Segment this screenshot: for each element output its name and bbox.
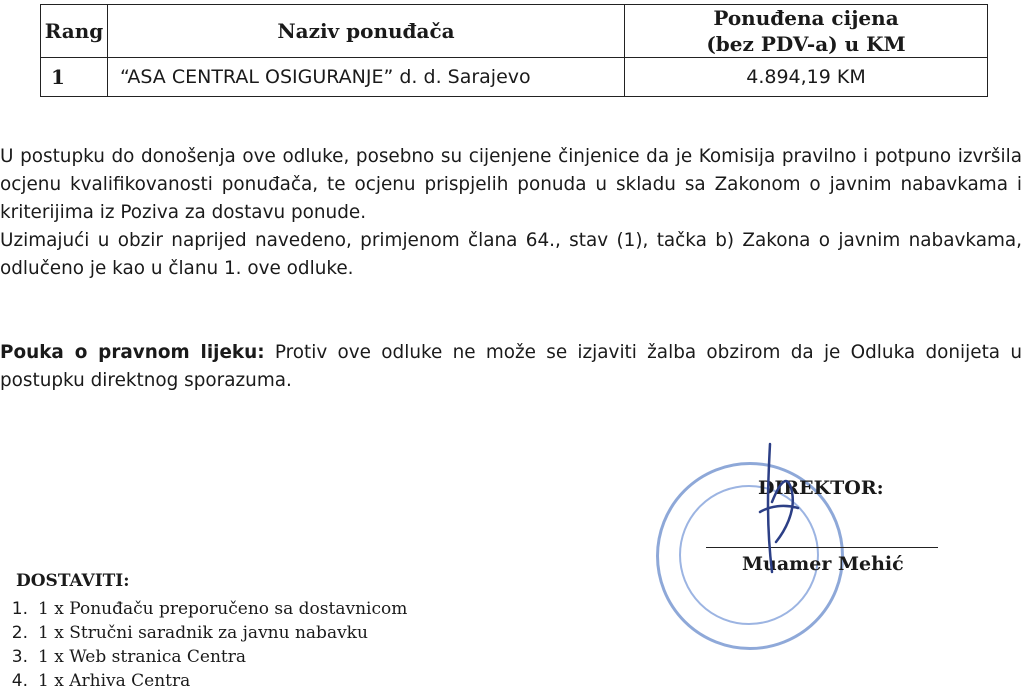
- handwritten-signature: [740, 442, 820, 582]
- list-item-text: 1 x Arhiva Centra: [38, 671, 191, 691]
- list-item-text: 1 x Ponuđaču preporučeno sa dostavnicom: [38, 599, 408, 619]
- col-header-cijena-line1: Ponuđena cijena: [713, 6, 899, 30]
- list-item-text: 1 x Stručni saradnik za javnu nabavku: [38, 623, 368, 643]
- list-item-number: 2.: [11, 623, 28, 643]
- list-item-number: 3.: [11, 647, 28, 667]
- director-name: Muamer Mehić: [742, 553, 904, 575]
- legal-remedy-label: Pouka o pravnom lijeku:: [0, 342, 265, 363]
- col-header-rang: Rang: [41, 5, 108, 58]
- col-header-cijena: [625, 5, 988, 58]
- cell-cijena: 4.894,19 KM: [625, 58, 988, 97]
- paragraph-decision: Uzimajući u obzir naprijed navedeno, primjenom člana 64., stav (1), tačka b) Zakona o javnim nabavkama, odlučeno je kao u članu 1. ove odluke.: [0, 230, 1022, 279]
- col-header-cijena-line2: (bez PDV-a) u KM: [706, 32, 906, 56]
- list-item: [0, 621, 407, 645]
- cell-naziv: “ASA CENTRAL OSIGURANJE” d. d. Sarajevo: [108, 58, 625, 97]
- dostaviti-heading: DOSTAVITI:: [16, 571, 130, 591]
- list-item: [0, 669, 407, 693]
- list-item-text: 1 x Web stranica Centra: [38, 647, 247, 667]
- cell-rang: 1: [41, 58, 108, 97]
- distribution-list: [0, 597, 407, 693]
- offer-table: [40, 4, 988, 97]
- paragraph-justification: U postupku do donošenja ove odluke, posebno su cijenjene činjenice da je Komisija pravilno i potpuno izvršila ocjenu kvalifikovanosti ponuđača, te ocjenu prispjelih ponuda u skladu sa Zakonom o javnim nabavkama i kriterijima iz Poziva za dostavu ponude.: [0, 146, 1022, 223]
- table-header-row: [41, 5, 988, 58]
- list-item-number: 1.: [11, 599, 28, 619]
- list-item: [0, 645, 407, 669]
- col-header-naziv: Naziv ponuđača: [108, 5, 625, 58]
- legal-remedy-text: Protiv ove odluke ne može se izjaviti žalba obzirom da je Odluka donijeta u postupku direktnog sporazuma.: [0, 342, 1022, 391]
- table-row: [41, 58, 988, 97]
- list-item: [0, 597, 407, 621]
- director-title: DIREKTOR:: [758, 477, 884, 499]
- list-item-number: 4.: [11, 671, 28, 691]
- paragraph-legal-remedy: [0, 339, 1022, 395]
